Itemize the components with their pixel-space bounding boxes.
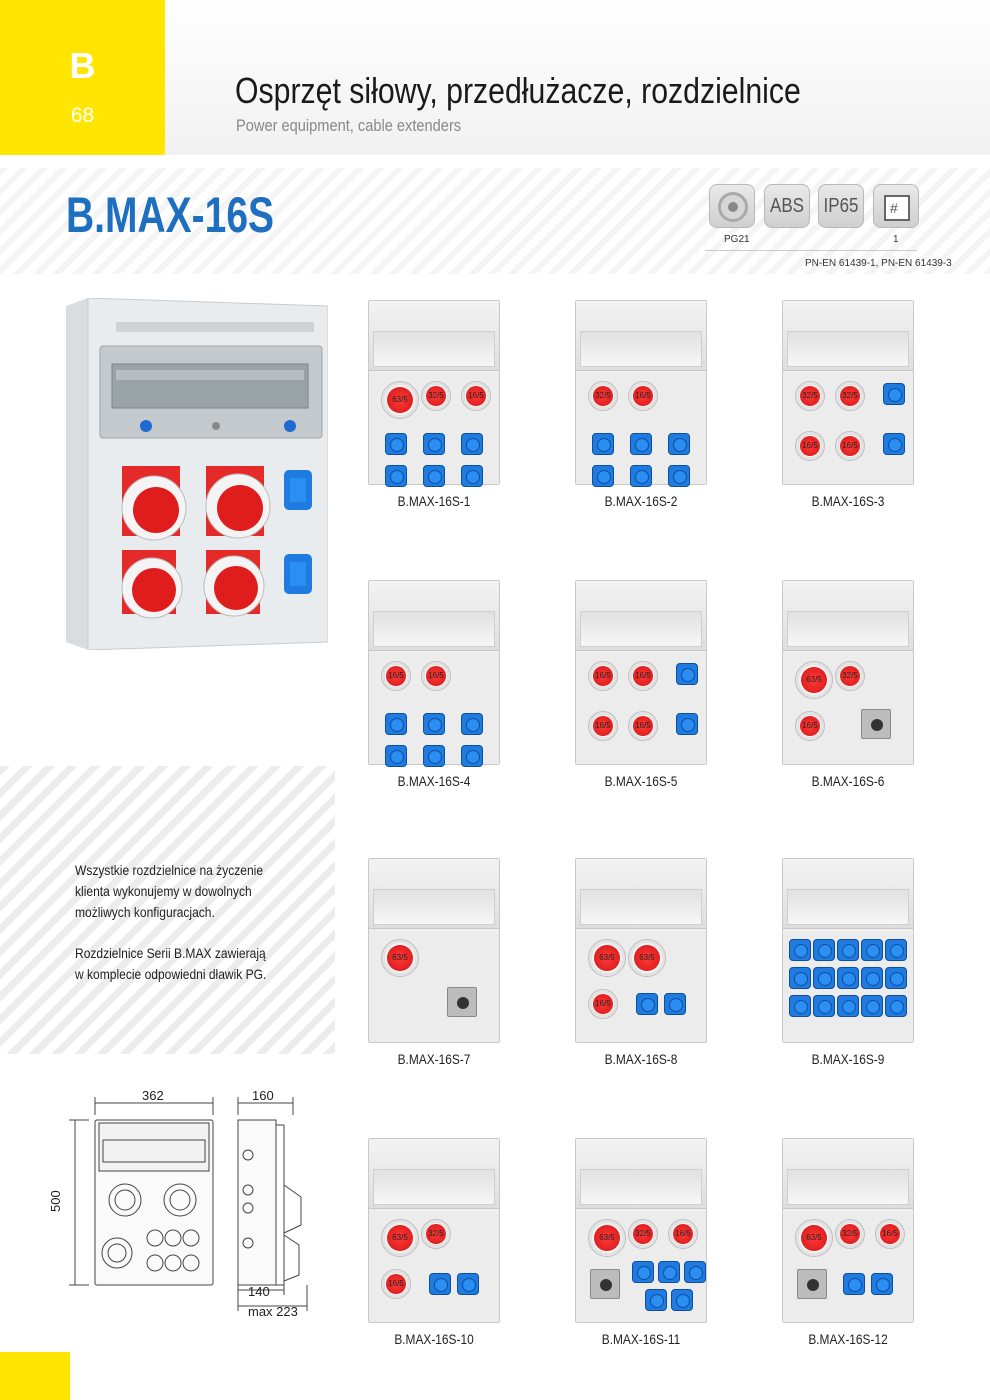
variant-card <box>782 858 914 1043</box>
variant-card <box>575 300 707 485</box>
dim-max-depth: max 223 <box>248 1304 298 1319</box>
red-socket <box>795 381 825 411</box>
socket-rating: 16/5 <box>593 994 613 1014</box>
red-socket <box>421 661 451 691</box>
rotary-switch <box>861 709 891 739</box>
package-badge <box>873 184 919 228</box>
photo-red-socket <box>122 466 186 540</box>
red-socket <box>835 381 865 411</box>
dim-depth: 160 <box>252 1088 274 1103</box>
socket-rating: 16/5 <box>466 386 486 406</box>
variant-card <box>782 1138 914 1323</box>
blue-socket <box>664 993 686 1015</box>
blue-socket <box>668 433 690 455</box>
socket-panel <box>576 653 706 764</box>
corner-accent <box>0 1352 70 1400</box>
blue-socket <box>423 465 445 487</box>
red-socket <box>835 1219 865 1249</box>
socket-panel <box>783 931 913 1042</box>
socket-rating: 32/5 <box>800 386 820 406</box>
enclosure-lid <box>576 581 706 651</box>
pg-gland-icon <box>718 192 748 222</box>
blue-socket <box>645 1289 667 1311</box>
red-socket <box>381 939 419 977</box>
red-socket <box>628 381 658 411</box>
variant-caption: B.MAX-16S-6 <box>811 773 885 789</box>
blue-socket <box>592 433 614 455</box>
blue-socket <box>461 465 483 487</box>
product-title: B.MAX-16S <box>66 187 275 243</box>
red-socket <box>588 711 618 741</box>
enclosure-lid <box>369 581 499 651</box>
note-line-3: możliwych konfiguracjach. <box>75 904 215 920</box>
blue-socket <box>843 1273 865 1295</box>
variant-caption: B.MAX-16S-7 <box>397 1051 471 1067</box>
red-socket <box>835 431 865 461</box>
pg-caption: PG21 <box>724 234 750 245</box>
blue-socket <box>461 433 483 455</box>
socket-rating: 63/5 <box>387 1225 413 1251</box>
socket-rating: 32/5 <box>426 1224 446 1244</box>
blue-socket <box>592 465 614 487</box>
socket-rating: 32/5 <box>426 386 446 406</box>
socket-rating: 63/5 <box>387 387 413 413</box>
dimension-drawing <box>55 1085 315 1325</box>
socket-panel <box>369 931 499 1042</box>
socket-rating: 16/5 <box>426 666 446 686</box>
socket-rating: 63/5 <box>801 667 827 693</box>
enclosure-lid <box>783 301 913 371</box>
variant-caption: B.MAX-16S-1 <box>397 493 471 509</box>
red-socket <box>588 1219 626 1257</box>
socket-rating: 16/5 <box>633 666 653 686</box>
ip-rating-badge <box>818 184 864 228</box>
blue-socket <box>630 433 652 455</box>
blue-socket <box>461 745 483 767</box>
blue-socket <box>789 967 811 989</box>
blue-socket <box>636 993 658 1015</box>
socket-rating: 16/5 <box>800 436 820 456</box>
section-tab <box>0 0 165 155</box>
blue-socket <box>837 939 859 961</box>
variant-card <box>575 580 707 765</box>
variant-card <box>368 1138 500 1323</box>
enclosure-lid <box>369 1139 499 1209</box>
variant-caption: B.MAX-16S-2 <box>604 493 678 509</box>
enclosure-lid <box>783 581 913 651</box>
red-socket <box>421 1219 451 1249</box>
note-line-2: klienta wykonujemy w dowolnych <box>75 883 252 899</box>
enclosure-lid <box>576 859 706 929</box>
enclosure-lid <box>576 1139 706 1209</box>
material-label: ABS <box>769 195 805 217</box>
enclosure-lid <box>369 301 499 371</box>
ip-rating-label: IP65 <box>823 195 859 217</box>
variant-caption: B.MAX-16S-8 <box>604 1051 678 1067</box>
variant-card <box>368 858 500 1043</box>
enclosure-lid <box>369 859 499 929</box>
product-photo <box>66 298 328 650</box>
blue-socket <box>658 1261 680 1283</box>
variant-card <box>575 1138 707 1323</box>
blue-socket <box>676 713 698 735</box>
variant-caption: B.MAX-16S-9 <box>811 1051 885 1067</box>
red-socket <box>628 711 658 741</box>
socket-rating: 32/5 <box>840 386 860 406</box>
blue-socket <box>837 967 859 989</box>
blue-socket <box>871 1273 893 1295</box>
norms-text: PN-EN 61439-1, PN-EN 61439-3 <box>805 258 952 269</box>
page-subtitle: Power equipment, cable extenders <box>236 116 462 135</box>
blue-socket <box>671 1289 693 1311</box>
red-socket <box>421 381 451 411</box>
red-socket <box>795 431 825 461</box>
socket-rating: 63/5 <box>594 1225 620 1251</box>
page-title: Osprzęt siłowy, przedłużacze, rozdzielnice <box>235 70 801 111</box>
blue-socket <box>385 433 407 455</box>
red-socket <box>628 1219 658 1249</box>
red-socket <box>588 939 626 977</box>
blue-socket <box>423 745 445 767</box>
enclosure-lid <box>783 1139 913 1209</box>
blue-socket <box>423 433 445 455</box>
blue-socket <box>676 663 698 685</box>
socket-rating: 63/5 <box>387 945 413 971</box>
dim-inner-depth: 140 <box>248 1284 270 1299</box>
variant-card <box>368 300 500 485</box>
blue-socket <box>423 713 445 735</box>
note-line-1: Wszystkie rozdzielnice na życzenie <box>75 862 264 878</box>
package-caption: 1 <box>893 234 899 245</box>
socket-panel <box>369 373 499 484</box>
socket-panel <box>369 1211 499 1322</box>
blue-socket <box>883 433 905 455</box>
rotary-switch <box>447 987 477 1017</box>
socket-rating: 63/5 <box>594 945 620 971</box>
red-socket <box>795 661 833 699</box>
red-socket <box>381 381 419 419</box>
socket-rating: 32/5 <box>633 1224 653 1244</box>
rotary-switch <box>797 1269 827 1299</box>
variant-caption: B.MAX-16S-12 <box>808 1331 888 1347</box>
variant-caption: B.MAX-16S-11 <box>601 1331 681 1347</box>
variant-caption: B.MAX-16S-4 <box>397 773 471 789</box>
blue-socket <box>632 1261 654 1283</box>
blue-socket <box>457 1273 479 1295</box>
red-socket <box>588 661 618 691</box>
socket-panel <box>369 653 499 764</box>
note-line-5: w komplecie odpowiedni dławik PG. <box>75 966 267 982</box>
badge-divider <box>705 250 917 251</box>
socket-rating: 32/5 <box>593 386 613 406</box>
socket-rating: 16/5 <box>673 1224 693 1244</box>
blue-socket <box>668 465 690 487</box>
variant-card <box>782 300 914 485</box>
red-socket <box>461 381 491 411</box>
page-number: 68 <box>70 104 95 127</box>
socket-rating: 16/5 <box>593 716 613 736</box>
red-socket <box>795 711 825 741</box>
rotary-switch <box>590 1269 620 1299</box>
blue-socket <box>684 1261 706 1283</box>
red-socket <box>381 1269 411 1299</box>
variant-card <box>575 858 707 1043</box>
enclosure-lid <box>783 859 913 929</box>
red-socket <box>628 939 666 977</box>
socket-panel <box>576 1211 706 1322</box>
red-socket <box>381 661 411 691</box>
red-socket <box>588 381 618 411</box>
red-socket <box>668 1219 698 1249</box>
socket-rating: 32/5 <box>840 1224 860 1244</box>
blue-socket <box>861 995 883 1017</box>
socket-rating: 16/5 <box>386 1274 406 1294</box>
blue-socket <box>813 967 835 989</box>
blue-socket <box>385 465 407 487</box>
socket-rating: 63/5 <box>801 1225 827 1251</box>
material-badge <box>764 184 810 228</box>
blue-socket <box>385 745 407 767</box>
blue-socket <box>630 465 652 487</box>
blue-socket <box>813 939 835 961</box>
red-socket <box>795 1219 833 1257</box>
variant-card <box>368 580 500 765</box>
blue-socket <box>813 995 835 1017</box>
blue-socket <box>837 995 859 1017</box>
blue-socket <box>429 1273 451 1295</box>
variant-caption: B.MAX-16S-5 <box>604 773 678 789</box>
dim-width: 362 <box>142 1088 164 1103</box>
blue-socket <box>885 939 907 961</box>
blue-socket <box>861 967 883 989</box>
socket-panel <box>576 373 706 484</box>
note-line-4: Rozdzielnice Serii B.MAX zawierają <box>75 945 266 961</box>
socket-rating: 32/5 <box>840 666 860 686</box>
socket-rating: 16/5 <box>800 716 820 736</box>
blue-socket <box>883 383 905 405</box>
socket-rating: 16/5 <box>633 716 653 736</box>
variant-caption: B.MAX-16S-10 <box>394 1331 474 1347</box>
red-socket <box>835 661 865 691</box>
pg-gland-badge <box>709 184 755 228</box>
socket-panel <box>783 373 913 484</box>
socket-rating: 16/5 <box>633 386 653 406</box>
red-socket <box>875 1219 905 1249</box>
blue-socket <box>385 713 407 735</box>
red-socket <box>588 989 618 1019</box>
socket-panel <box>576 931 706 1042</box>
socket-panel <box>783 653 913 764</box>
socket-rating: 16/5 <box>840 436 860 456</box>
blue-socket <box>789 995 811 1017</box>
socket-rating: 16/5 <box>386 666 406 686</box>
variant-caption: B.MAX-16S-3 <box>811 493 885 509</box>
box-quantity-icon: # <box>884 195 910 221</box>
blue-socket <box>861 939 883 961</box>
socket-rating: 63/5 <box>634 945 660 971</box>
variant-card <box>782 580 914 765</box>
socket-rating: 16/5 <box>593 666 613 686</box>
enclosure-lid <box>576 301 706 371</box>
red-socket <box>381 1219 419 1257</box>
blue-socket <box>885 967 907 989</box>
socket-panel <box>783 1211 913 1322</box>
red-socket <box>628 661 658 691</box>
blue-socket <box>885 995 907 1017</box>
blue-socket <box>461 713 483 735</box>
section-letter: B <box>69 45 96 86</box>
dim-height: 500 <box>48 1190 63 1212</box>
socket-rating: 16/5 <box>880 1224 900 1244</box>
blue-socket <box>789 939 811 961</box>
